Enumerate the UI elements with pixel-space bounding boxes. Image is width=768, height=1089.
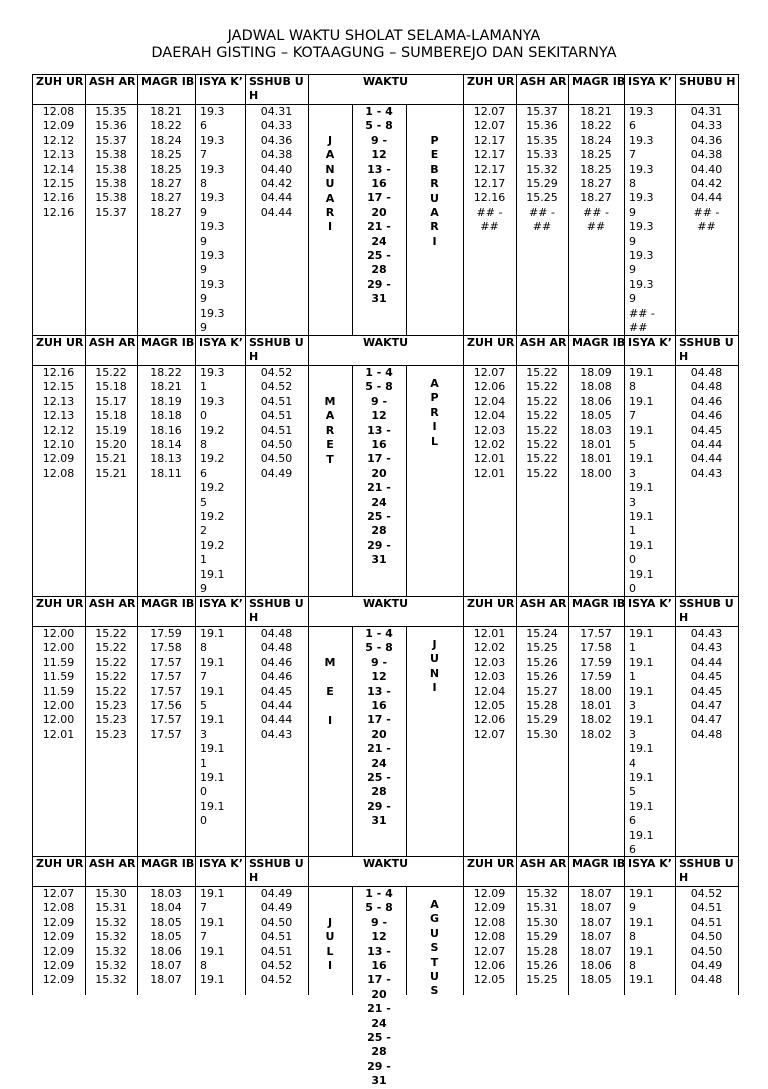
column-header: ASH AR bbox=[89, 336, 136, 349]
column-header: ASH AR bbox=[520, 336, 567, 349]
column-isyak: 19.1 1 19.1 1 19.1 3 19.1 3 19.1 4 19.1 5 19.1 6 19.1 6 bbox=[629, 627, 654, 857]
title-line-2: DAERAH GISTING – KOTAAGUNG – SUMBEREJO DAN SEKITARNYA bbox=[151, 45, 617, 61]
column-ashar: 15.24 15.25 15.26 15.26 15.27 15.28 15.29 15.30 bbox=[526, 627, 558, 741]
column-magrib: 17.57 17.58 17.59 17.59 18.00 18.01 18.02 18.02 bbox=[580, 627, 612, 741]
column-header: SSHUB UH bbox=[249, 336, 304, 364]
column-header: MAGR IB bbox=[572, 75, 626, 88]
column-magrib: 18.21 18.22 18.24 18.25 18.25 18.27 18.27 ## - ## bbox=[580, 105, 612, 234]
column-isyak: 19.3 1 19.3 0 19.2 8 19.2 6 19.2 5 19.2 2 19.2 1 19.1 9 bbox=[200, 366, 225, 596]
column-zuhur: 12.08 12.09 12.12 12.13 12.14 12.15 12.16 12.16 bbox=[42, 105, 75, 219]
column-ashar: 15.35 15.36 15.37 15.38 15.38 15.38 15.38 15.37 bbox=[95, 105, 127, 219]
column-header: ISYA K’ bbox=[628, 75, 672, 88]
column-header: ZUH UR bbox=[36, 336, 84, 349]
column-header: MAGR IB bbox=[141, 75, 195, 88]
column-subuh: 04.31 04.33 04.36 04.38 04.40 04.42 04.44 04.44 bbox=[260, 105, 293, 219]
column-ashar: 15.22 15.18 15.17 15.18 15.19 15.20 15.21 15.21 bbox=[95, 366, 127, 480]
column-ashar: 15.22 15.22 15.22 15.22 15.22 15.23 15.23 15.23 bbox=[95, 627, 127, 741]
column-header: ASH AR bbox=[89, 75, 136, 88]
column-magrib: 17.59 17.58 17.57 17.57 17.57 17.56 17.57 17.57 bbox=[150, 627, 182, 741]
column-header: ASH AR bbox=[520, 857, 567, 870]
column-header: MAGR IB bbox=[572, 336, 626, 349]
column-header: MAGR IB bbox=[141, 597, 195, 610]
column-ashar: 15.37 15.36 15.35 15.33 15.32 15.29 15.25 ## - ## bbox=[526, 105, 558, 234]
column-isyak: 19.3 6 19.3 7 19.3 8 19.3 9 19.3 9 19.3 9 19.3 9 19.3 9 bbox=[200, 105, 225, 335]
column-zuhur: 12.09 12.09 12.08 12.08 12.07 12.06 12.05 bbox=[473, 887, 506, 987]
column-isyak: 19.1 8 19.1 7 19.1 5 19.1 3 19.1 1 19.1 0 19.1 0 bbox=[200, 627, 225, 828]
column-header: ZUH UR bbox=[467, 336, 515, 349]
column-ashar: 15.32 15.31 15.30 15.29 15.28 15.26 15.25 bbox=[526, 887, 558, 987]
column-header: ZUH UR bbox=[467, 597, 515, 610]
column-subuh: 04.49 04.49 04.50 04.51 04.51 04.52 04.52 bbox=[260, 887, 293, 987]
column-header: SSHUB UH bbox=[249, 597, 304, 625]
column-header-waktu: WAKTU bbox=[362, 336, 409, 349]
column-subuh: 04.43 04.43 04.44 04.45 04.45 04.47 04.47 04.48 bbox=[690, 627, 723, 741]
date-ranges: 1 - 4 5 - 8 9 - 12 13 - 16 17 - 20 21 - 24 25 - 28 29 - 31 bbox=[365, 366, 393, 567]
column-zuhur: 12.00 12.00 11.59 11.59 11.59 12.00 12.00 12.01 bbox=[42, 627, 75, 741]
column-isyak: 19.1 9 19.1 8 19.1 8 19.1 bbox=[629, 887, 654, 987]
date-ranges: 1 - 4 5 - 8 9 - 12 13 - 16 17 - 20 21 - 24 25 - 28 29 - 31 bbox=[365, 887, 393, 1088]
column-header: SSHUB UH bbox=[249, 75, 304, 103]
month-label-left: J U L I bbox=[325, 916, 335, 973]
column-subuh: 04.52 04.52 04.51 04.51 04.51 04.50 04.50 04.49 bbox=[260, 366, 293, 480]
column-divider bbox=[738, 335, 739, 596]
column-header: ISYA K’ bbox=[199, 75, 243, 88]
column-magrib: 18.07 18.07 18.07 18.07 18.07 18.06 18.05 bbox=[580, 887, 612, 987]
column-divider bbox=[738, 596, 739, 856]
column-isyak: 19.1 8 19.1 7 19.1 5 19.1 3 19.1 3 19.1 1 19.1 0 19.1 0 bbox=[629, 366, 654, 596]
column-header: ISYA K’ bbox=[199, 857, 243, 870]
column-header: MAGR IB bbox=[572, 857, 626, 870]
column-header-waktu: WAKTU bbox=[362, 75, 409, 88]
column-header: SSHUB UH bbox=[679, 336, 734, 364]
column-zuhur: 12.07 12.07 12.17 12.17 12.17 12.17 12.16 ## - ## bbox=[473, 105, 506, 234]
column-header: MAGR IB bbox=[141, 336, 195, 349]
column-magrib: 18.09 18.08 18.06 18.05 18.03 18.01 18.01 18.00 bbox=[580, 366, 612, 480]
column-subuh: 04.48 04.48 04.46 04.46 04.45 04.44 04.44 04.43 bbox=[690, 366, 723, 480]
column-header: ISYA K’ bbox=[628, 857, 672, 870]
column-ashar: 15.30 15.31 15.32 15.32 15.32 15.32 15.32 bbox=[95, 887, 127, 987]
column-header: ASH AR bbox=[520, 597, 567, 610]
column-header: ISYA K’ bbox=[628, 336, 672, 349]
column-header: ZUH UR bbox=[36, 75, 84, 88]
column-magrib: 18.22 18.21 18.19 18.18 18.16 18.14 18.13 18.11 bbox=[150, 366, 182, 480]
column-header: SHUBU H bbox=[679, 75, 736, 88]
column-header: ISYA K’ bbox=[628, 597, 672, 610]
month-label-right: J U N I bbox=[429, 638, 440, 695]
column-zuhur: 12.07 12.08 12.09 12.09 12.09 12.09 12.09 bbox=[42, 887, 75, 987]
column-header: ISYA K’ bbox=[199, 336, 243, 349]
month-label-right: A P R I L bbox=[430, 377, 439, 448]
column-header-waktu: WAKTU bbox=[362, 597, 409, 610]
month-label-left: J A N U A R I bbox=[325, 134, 335, 234]
column-header: ASH AR bbox=[89, 857, 136, 870]
column-header: ZUH UR bbox=[36, 597, 84, 610]
month-label-left: M A R E T bbox=[324, 395, 336, 466]
column-header: SSHUB UH bbox=[679, 597, 734, 625]
column-isyak: 19.3 6 19.3 7 19.3 8 19.3 9 19.3 9 19.3 9 19.3 9 ## - ## bbox=[629, 105, 655, 335]
column-header: MAGR IB bbox=[141, 857, 195, 870]
column-header-waktu: WAKTU bbox=[362, 857, 409, 870]
column-subuh: 04.52 04.51 04.51 04.50 04.50 04.49 04.48 bbox=[690, 887, 723, 987]
title-line-1: JADWAL WAKTU SHOLAT SELAMA-LAMANYA bbox=[227, 28, 541, 44]
column-subuh: 04.48 04.48 04.46 04.46 04.45 04.44 04.44 04.43 bbox=[260, 627, 293, 741]
column-header: ZUH UR bbox=[36, 857, 84, 870]
column-header: ISYA K’ bbox=[199, 597, 243, 610]
column-zuhur: 12.07 12.06 12.04 12.04 12.03 12.02 12.01 12.01 bbox=[473, 366, 506, 480]
column-header: ASH AR bbox=[520, 75, 567, 88]
column-ashar: 15.22 15.22 15.22 15.22 15.22 15.22 15.22 15.22 bbox=[526, 366, 558, 480]
month-label-left: M E I bbox=[324, 656, 336, 727]
date-ranges: 1 - 4 5 - 8 9 - 12 13 - 16 17 - 20 21 - 24 25 - 28 29 - 31 bbox=[365, 105, 393, 306]
column-header: SSHUB UH bbox=[249, 857, 304, 885]
column-header: ZUH UR bbox=[467, 75, 515, 88]
column-isyak: 19.1 7 19.1 7 19.1 8 19.1 bbox=[200, 887, 225, 987]
column-header: SSHUB UH bbox=[679, 857, 734, 885]
month-label-right: A G U S T U S bbox=[429, 898, 440, 998]
date-ranges: 1 - 4 5 - 8 9 - 12 13 - 16 17 - 20 21 - 24 25 - 28 29 - 31 bbox=[365, 627, 393, 828]
column-subuh: 04.31 04.33 04.36 04.38 04.40 04.42 04.44 ## - ## bbox=[690, 105, 723, 234]
month-label-right: P E B R U A R I bbox=[430, 134, 439, 248]
column-header: ASH AR bbox=[89, 597, 136, 610]
column-magrib: 18.21 18.22 18.24 18.25 18.25 18.27 18.27 18.27 bbox=[150, 105, 182, 219]
column-header: MAGR IB bbox=[572, 597, 626, 610]
column-magrib: 18.03 18.04 18.05 18.05 18.06 18.07 18.07 bbox=[150, 887, 182, 987]
column-zuhur: 12.01 12.02 12.03 12.03 12.04 12.05 12.06 12.07 bbox=[473, 627, 506, 741]
column-divider bbox=[738, 74, 739, 335]
column-zuhur: 12.16 12.15 12.13 12.13 12.12 12.10 12.09 12.08 bbox=[42, 366, 75, 480]
column-header: ZUH UR bbox=[467, 857, 515, 870]
